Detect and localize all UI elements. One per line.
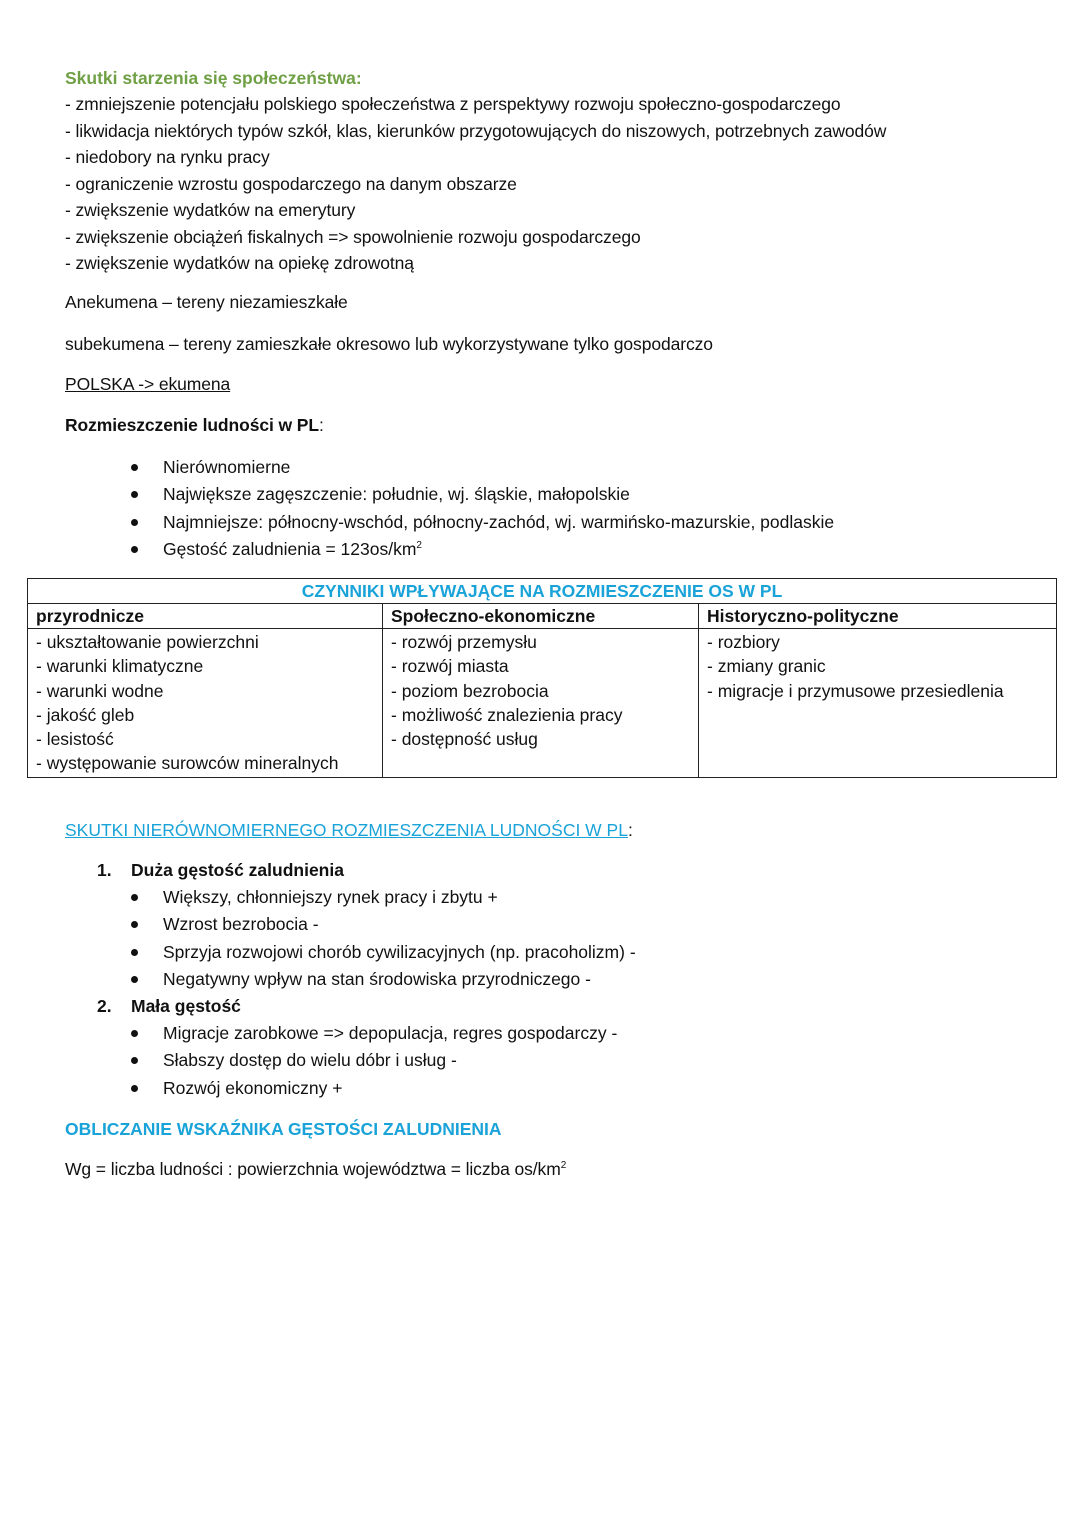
bullet-icon [131,949,138,956]
bullet-icon [131,894,138,901]
factors-col-header: Historyczno-polityczne [699,604,1057,629]
aging-item: - likwidacja niektórych typów szkół, klas, kierunków przygotowujących do niszowych, potrzebnych zawodów [65,120,887,141]
distribution-bullet: Nierównomierne [163,454,834,481]
aging-item: - zwiększenie wydatków na emerytury [65,200,356,220]
effect-bullet: Negatywny wpływ na stan środowiska przyrodniczego - [163,966,636,993]
effect-bullet: Sprzyja rozwojowi chorób cywilizacyjnych (np. pracoholizm) - [163,939,636,966]
effect-bullet: Rozwój ekonomiczny + [163,1075,617,1102]
factors-col-socioeconomic [383,629,699,778]
factor-item: - możliwość znalezienia pracy [391,704,623,725]
bullet-icon [131,464,138,471]
bullet-icon [131,921,138,928]
definition-anekumena: Anekumena – tereny niezamieszkałe [65,292,348,312]
effects-dense-bullets [163,884,636,993]
factor-item: - lesistość [36,729,114,750]
distribution-heading-text: Rozmieszczenie ludności w PL [65,415,319,435]
effects-sparse-bullets [163,1020,617,1102]
factors-col-natural [28,629,383,778]
bullet-icon [131,1030,138,1037]
bullet-icon [131,976,138,983]
distribution-bullets [163,454,834,563]
factors-col-header: Społeczno-ekonomiczne [383,604,699,629]
effects-group-sparse [97,994,241,1018]
bullet-icon [131,1085,138,1092]
calculation-formula: Wg = liczba ludności : powierzchnia województwa = liczba $os/km^2$ [65,1159,567,1179]
definition-subekumena: subekumena – tereny zamieszkałe okresowo lub wykorzystywane tylko gospodarczo [65,334,713,354]
bullet-icon [131,491,138,498]
aging-heading: Skutki starzenia się społeczeństwa: [65,68,362,88]
distribution-heading [65,412,324,439]
factors-col-historical [699,629,1057,778]
effect-bullet: Migracje zarobkowe => depopulacja, regres gospodarczy - [163,1020,617,1047]
aging-item: - zwiększenie obciążeń fiskalnych => spowolnienie rozwoju gospodarczego [65,226,641,247]
factor-item: - migracje i przymusowe przesiedlenia [707,680,1004,701]
bullet-icon [131,1057,138,1064]
factor-item: - rozwój miasta [391,656,509,677]
factor-item: - występowanie surowców mineralnych [36,753,339,774]
aging-item: - zmniejszenie potencjału polskiego społeczeństwa z perspektywy rozwoju społeczno-gospodarczego [65,94,841,114]
factor-item: - jakość gleb [36,704,135,725]
distribution-bullet: Największe zagęszczenie: południe, wj. śląskie, małopolskie [163,481,834,508]
aging-item: - ograniczenie wzrostu gospodarczego na danym obszarze [65,173,517,194]
definition-polska: POLSKA -> ekumena [65,374,231,394]
effects-heading-colon: : [627,820,633,840]
effect-bullet: Wzrost bezrobocia - [163,911,636,938]
group-title: Duża gęstość zaludnienia [131,860,344,880]
factor-item: - ukształtowanie powierzchni [36,632,259,652]
distribution-bullet-density: Gęstość zaludnienia = $123os/km^2$ [163,536,834,563]
aging-list [65,91,886,277]
group-number: 1. [97,860,112,880]
effect-bullet: Większy, chłonniejszy rynek pracy i zbytu + [163,884,636,911]
aging-item: - niedobory na rynku pracy [65,147,270,167]
factor-item: - zmiany granic [707,656,826,677]
factors-table-title: CZYNNIKI WPŁYWAJĄCE NA ROZMIESZCZENIE OS W PL [28,579,1057,604]
group-title: Mała gęstość [131,996,241,1016]
bullet-icon [131,519,138,526]
effects-heading-link[interactable]: SKUTKI NIERÓWNOMIERNEGO ROZMIESZCZENIA LUDNOŚCI W PL [65,820,628,840]
effect-bullet: Słabszy dostęp do wielu dóbr i usług - [163,1047,617,1074]
factor-item: - rozwój przemysłu [391,632,537,652]
aging-item: - zwiększenie wydatków na opiekę zdrowotną [65,253,414,273]
distribution-heading-colon: : [318,415,324,435]
calculation-heading: OBLICZANIE WSKAŹNIKA GĘSTOŚCI ZALUDNIENIA [65,1119,502,1139]
factors-col-header: przyrodnicze [28,604,383,629]
factors-table [27,578,1057,778]
effects-heading [65,818,633,842]
distribution-bullet: Najmniejsze: północny-wschód, północny-zachód, wj. warmińsko-mazurskie, podlaskie [163,509,834,536]
factor-item: - rozbiory [707,632,780,652]
group-number: 2. [97,996,112,1016]
factor-item: - warunki klimatyczne [36,656,204,677]
factor-item: - poziom bezrobocia [391,680,549,701]
bullet-icon [131,546,138,553]
factor-item: - dostępność usług [391,729,538,750]
effects-group-dense [97,858,344,882]
factor-item: - warunki wodne [36,680,164,701]
